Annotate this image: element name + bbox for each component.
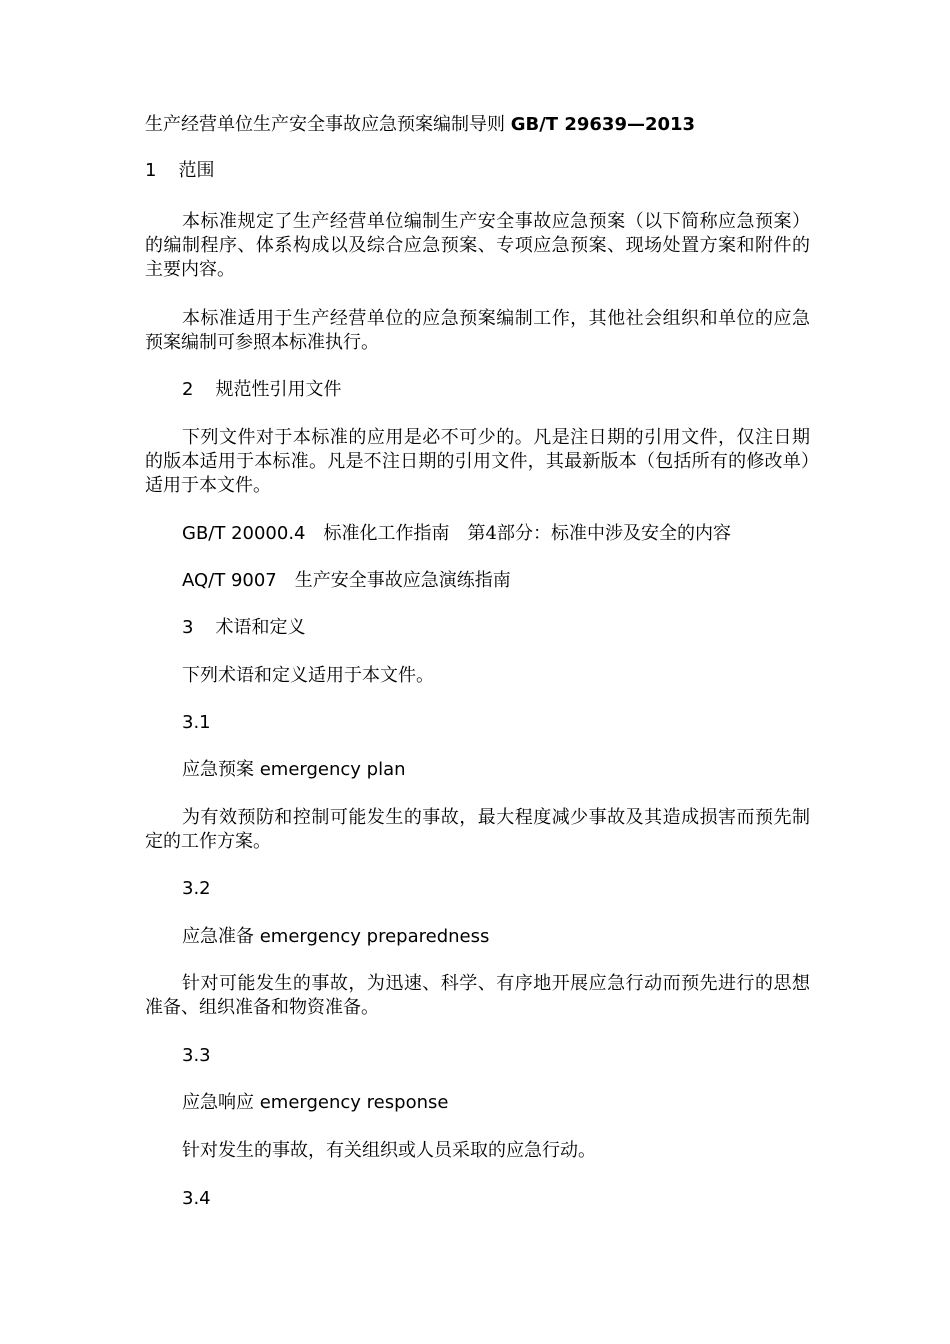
document-title [145, 113, 695, 137]
term-definition: 针对发生的事故，有关组织或人员采取的应急行动。 [182, 1140, 596, 1161]
terms-intro: 下列术语和定义适用于本文件。 [182, 665, 434, 686]
term-en: emergency response [259, 1092, 449, 1113]
reference-code: GB/T 20000.4 [182, 523, 306, 544]
term-heading [182, 925, 489, 949]
term-en: emergency plan [259, 759, 406, 780]
paragraph-scope-1: 本标准规定了生产经营单位编制生产安全事故应急预案（以下简称应急预案）的编制程序、体系构成以及综合应急预案、专项应急预案、现场处置方案和附件的主要内容。 [145, 211, 810, 280]
term-zh: 应急准备 [182, 926, 254, 947]
reference-subtitle: 第4部分：标准中涉及安全的内容 [467, 523, 731, 544]
paragraph-normative-refs: 下列文件对于本标准的应用是必不可少的。凡是注日期的引用文件，仅注日期的版本适用于本标准。凡是不注日期的引用文件，其最新版本（包括所有的修改单）适用于本文件。 [145, 427, 810, 496]
section-number: 3 [182, 617, 194, 638]
section-title: 规范性引用文件 [215, 379, 342, 400]
term-number: 3.2 [182, 878, 211, 899]
term-zh: 应急响应 [182, 1092, 254, 1113]
reference-item [182, 569, 511, 593]
term-en: emergency preparedness [259, 926, 490, 947]
title-text: 生产经营单位生产安全事故应急预案编制导则 [145, 114, 505, 135]
section-heading-1 [145, 159, 214, 183]
reference-item [182, 522, 731, 546]
section-title: 范围 [178, 160, 215, 181]
section-heading-2 [182, 378, 341, 402]
section-heading-3 [182, 616, 305, 640]
term-definition: 针对可能发生的事故，为迅速、科学、有序地开展应急行动而预先进行的思想准备、组织准备和物资准备。 [145, 973, 810, 1018]
term-definition: 为有效预防和控制可能发生的事故，最大程度减少事故及其造成损害而预先制定的工作方案。 [145, 807, 810, 852]
reference-code: AQ/T 9007 [182, 570, 277, 591]
standard-code: GB/T 29639—2013 [510, 114, 696, 135]
section-title: 术语和定义 [215, 617, 306, 638]
term-zh: 应急预案 [182, 759, 254, 780]
term-heading [182, 758, 406, 782]
section-number: 1 [145, 160, 157, 181]
term-number: 3.3 [182, 1045, 211, 1066]
reference-title: 标准化工作指南 [323, 523, 450, 544]
term-heading [182, 1091, 448, 1115]
section-number: 2 [182, 379, 194, 400]
term-number: 3.1 [182, 712, 211, 733]
paragraph-scope-2: 本标准适用于生产经营单位的应急预案编制工作，其他社会组织和单位的应急预案编制可参照本标准执行。 [145, 308, 810, 353]
term-number: 3.4 [182, 1188, 211, 1209]
reference-title: 生产安全事故应急演练指南 [294, 570, 511, 591]
